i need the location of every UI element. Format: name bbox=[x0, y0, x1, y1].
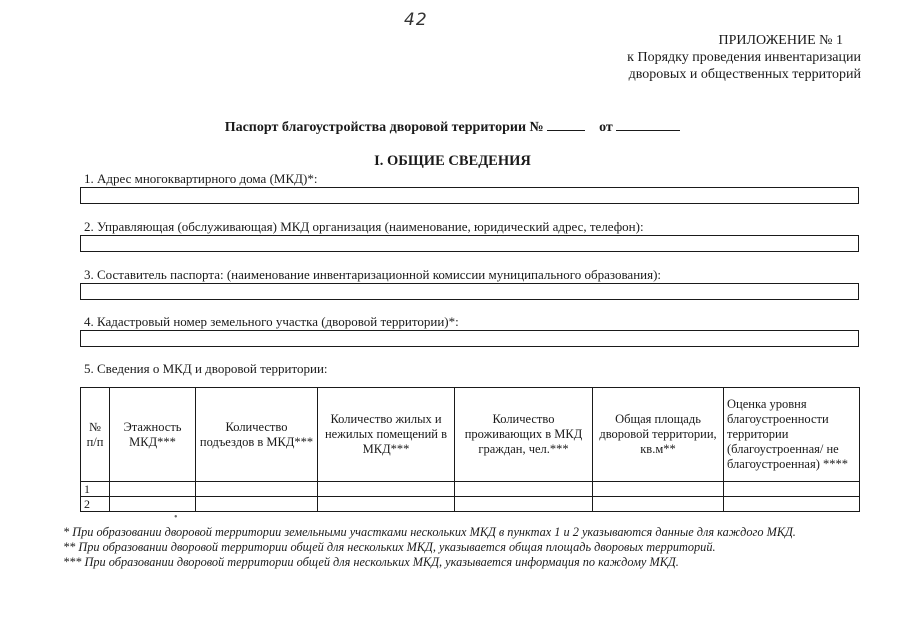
field-address-box[interactable] bbox=[80, 187, 859, 204]
col-header-number: № п/п bbox=[81, 388, 110, 482]
field-management-box[interactable] bbox=[80, 235, 859, 252]
table-cell[interactable] bbox=[110, 482, 196, 497]
table-cell[interactable] bbox=[593, 482, 724, 497]
table-cell[interactable] bbox=[455, 497, 593, 512]
footnotes bbox=[63, 525, 796, 570]
passport-title bbox=[0, 118, 905, 136]
page-number: 42 bbox=[404, 10, 428, 30]
table-cell[interactable] bbox=[318, 482, 455, 497]
table-cell[interactable] bbox=[196, 497, 318, 512]
passport-date-blank[interactable] bbox=[616, 118, 680, 131]
field-compiler-box[interactable] bbox=[80, 283, 859, 300]
table-cell[interactable] bbox=[196, 482, 318, 497]
table-cell: 2 bbox=[81, 497, 110, 512]
mkd-info-table bbox=[80, 387, 860, 512]
footnote-3: *** При образовании дворовой территории общей для нескольких МКД, указывается информация по каждому МКД. bbox=[63, 555, 679, 569]
section-title: I. ОБЩИЕ СВЕДЕНИЯ bbox=[374, 153, 531, 169]
table-header-row bbox=[81, 388, 860, 482]
table-section-label: 5. Сведения о МКД и дворовой территории: bbox=[84, 361, 328, 376]
passport-number-blank[interactable] bbox=[547, 118, 585, 131]
col-header-floors: Этажность МКД*** bbox=[110, 388, 196, 482]
table-cell[interactable] bbox=[455, 482, 593, 497]
appendix-header bbox=[627, 32, 861, 83]
footnote-1: * При образовании дворовой территории земельными участками нескольких МКД в пунктах 1 и 2 указываются данные для каждого МКД. bbox=[63, 525, 796, 539]
appendix-line-2: дворовых и общественных территорий bbox=[628, 67, 861, 82]
field-management-label: 2. Управляющая (обслуживающая) МКД организация (наименование, юридический адрес, телефон): bbox=[84, 219, 644, 234]
footnote-2: ** При образовании дворовой территории общей для нескольких МКД, указывается общая площадь дворовых территорий. bbox=[63, 540, 716, 554]
passport-title-text: Паспорт благоустройства дворовой территории № bbox=[224, 120, 544, 135]
table-cell: 1 bbox=[81, 482, 110, 497]
appendix-title: ПРИЛОЖЕНИЕ № 1 bbox=[718, 33, 843, 48]
col-header-premises: Количество жилых и нежилых помещений в МКД*** bbox=[318, 388, 455, 482]
field-cadastral-label: 4. Кадастровый номер земельного участка (дворовой территории)*: bbox=[84, 314, 459, 329]
col-header-entrances: Количество подъездов в МКД*** bbox=[196, 388, 318, 482]
scan-mark: • bbox=[174, 512, 178, 523]
table-cell[interactable] bbox=[593, 497, 724, 512]
table-cell[interactable] bbox=[318, 497, 455, 512]
col-header-residents: Количество проживающих в МКД граждан, чел.*** bbox=[455, 388, 593, 482]
table-row bbox=[81, 482, 860, 497]
table-cell[interactable] bbox=[724, 497, 860, 512]
passport-from-label: от bbox=[599, 120, 613, 135]
table-cell[interactable] bbox=[110, 497, 196, 512]
field-compiler-label: 3. Составитель паспорта: (наименование инвентаризационной комиссии муниципального образования): bbox=[84, 267, 662, 282]
table-row bbox=[81, 497, 860, 512]
field-cadastral-box[interactable] bbox=[80, 330, 859, 347]
appendix-line-1: к Порядку проведения инвентаризации bbox=[627, 50, 861, 65]
col-header-assessment: Оценка уровня благоустроенности территории (благоустроенная/ не благоустроенная) **** bbox=[724, 388, 860, 482]
table-cell[interactable] bbox=[724, 482, 860, 497]
field-address-label: 1. Адрес многоквартирного дома (МКД)*: bbox=[84, 171, 318, 186]
col-header-area: Общая площадь дворовой территории, кв.м** bbox=[593, 388, 724, 482]
